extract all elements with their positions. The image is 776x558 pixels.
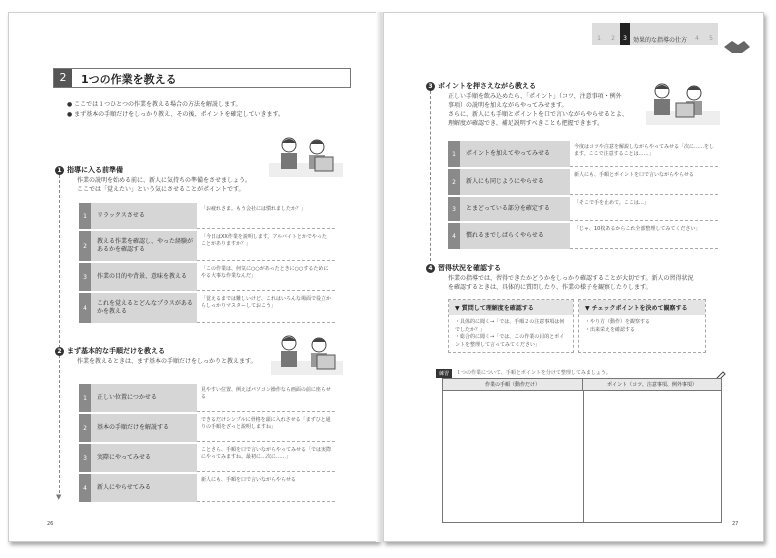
- office-illustration-3: [646, 77, 720, 129]
- table-row: [448, 169, 718, 195]
- step3-table: [448, 141, 718, 251]
- check-box-question-body: [449, 315, 573, 353]
- flow-line: [59, 175, 60, 493]
- row-num: 4: [448, 223, 460, 249]
- row-label: 作業の目的や背景、意味を教える: [91, 263, 197, 291]
- book-spread: [8, 6, 768, 552]
- chapter-tab-4: 4: [690, 23, 704, 45]
- row-num: 1: [79, 203, 91, 229]
- row-label: 慣れるまでしばらくやらせる: [460, 223, 570, 249]
- active-chapter-label: 効果的な指導の仕方: [630, 23, 690, 45]
- step2-table: [79, 384, 335, 504]
- step4-title: 習得状況を確認する: [438, 264, 501, 272]
- left-page: [8, 12, 379, 542]
- check-box-observe-title: ▼ チェックポイントを決めて観察する: [579, 300, 705, 315]
- bullet-1: ● ここでは１つひとつの作業を教える場合の方法を解説します。: [67, 101, 242, 108]
- handshake-icon: [722, 37, 752, 55]
- section-number: 2: [54, 69, 72, 87]
- table-row: [448, 197, 718, 221]
- step3-desc-2: 事項）の説明を加えながらやってみせます。: [448, 102, 568, 109]
- check-box-observe: [578, 299, 706, 353]
- table-row: [79, 293, 335, 323]
- check-box-question: [448, 299, 574, 353]
- bullet-1-text: ここでは１つひとつの作業を教える場合の方法を解説します。: [74, 101, 242, 108]
- row-text: 新人にも、手順とポイントを口で言いながらやらせる: [570, 169, 718, 195]
- row-text: 「お疲れさま。もう会社には慣れましたか？」: [197, 203, 335, 229]
- table-row: [448, 141, 718, 167]
- check-box-question-title: ▼ 質問して理解度を確認する: [449, 300, 573, 315]
- step3-desc-1: 正しい手順を飲み込めたら、「ポイント」（コツ、注意事項・例外: [448, 93, 622, 100]
- flow-arrow-icon: ▼: [56, 493, 62, 501]
- step4-number: 4: [426, 264, 435, 273]
- flow-line-right: [430, 91, 431, 261]
- table-row: [79, 263, 335, 291]
- section-header: [53, 68, 351, 88]
- step2-number: 2: [55, 347, 64, 356]
- chapter-tab-5: 5: [704, 23, 718, 45]
- exercise-badge: 練習: [436, 369, 452, 378]
- step3-desc-4: 理解度が確認でき、補足説明すべきことも把握できます。: [448, 120, 604, 127]
- row-text: 「そこで手を止めて。ここは…」: [570, 197, 718, 221]
- step3-number: 3: [426, 82, 435, 91]
- row-num: 4: [79, 474, 91, 502]
- step1-desc-1: 作業の説明を始める前に、新人に気持ちの準備をさせましょう。: [77, 177, 252, 184]
- step1-desc-2: ここでは「覚えたい」という気にさせることがポイントです。: [77, 186, 245, 193]
- section-title: 1つの作業を教える: [81, 73, 177, 86]
- step1-title: 指導に入る前準備: [67, 166, 123, 174]
- chapter-tab-2: 2: [606, 23, 620, 45]
- worksheet-col2: ポイント（コツ、注意事項、例外事項）: [607, 382, 697, 388]
- table-row: [79, 203, 335, 229]
- row-label: 基本の手順だけを解説する: [91, 414, 197, 442]
- row-num: 3: [448, 197, 460, 221]
- row-label: 新人にも同じようにやらせる: [460, 169, 570, 195]
- step2-heading: [55, 346, 165, 356]
- row-num: 1: [448, 141, 460, 167]
- check-line: ・出来栄えを確認する: [585, 326, 636, 333]
- step1-number: 1: [55, 166, 64, 175]
- table-row: [79, 384, 335, 412]
- table-row: [448, 223, 718, 249]
- table-row: [79, 231, 335, 261]
- step3-heading: [426, 81, 536, 91]
- row-num: 3: [79, 444, 91, 472]
- row-text: 「この作業は、何気に○○があったときに○○するためにやる大事な作業なんだ」: [197, 263, 335, 291]
- row-label: リラックスさせる: [91, 203, 197, 229]
- row-text: 「今日はXX作業を説明します。アルバイトとかでやったことがありますか？」: [197, 231, 335, 261]
- table-row: [79, 444, 335, 472]
- row-label: これを覚えるとどんなプラスがあるかを教える: [91, 293, 197, 323]
- step1-heading: [55, 165, 123, 175]
- worksheet-header: [443, 379, 721, 391]
- row-text: できるだけシンプルに骨格を頭に入れさせる「まずひと通りの手順をざっと説明しますね」: [197, 414, 335, 442]
- row-num: 2: [79, 414, 91, 442]
- step3-desc-3: さらに、新人にも手順とポイントを口で言いながらやらせるとよ、: [448, 111, 628, 118]
- row-label: 教える作業を確認し、やった経験があるかを確認する: [91, 231, 197, 261]
- row-num: 4: [79, 293, 91, 323]
- chapter-tab-1: 1: [592, 23, 606, 45]
- row-text: 新人にも、手順を口で言いながらやらせる: [197, 474, 335, 502]
- row-text: ことさら、手順を口で言いながらやってみせる「では実際にやってみますね。最初に…次に……」: [197, 444, 335, 472]
- row-text: 「じゃ、10枚あるからこれ全部整理してみてください」: [570, 223, 718, 249]
- chapter-tabs: [592, 23, 718, 45]
- check-line: ・具体的に聞く→「では、手順２の注意事項は何でしたか？」: [455, 319, 565, 333]
- check-line: ・やり方（動作）を観察する: [585, 319, 651, 325]
- table-row: [79, 474, 335, 502]
- step2-title: まず基本的な手順だけを教える: [67, 347, 165, 355]
- worksheet-divider: [583, 391, 584, 522]
- bullet-2: ● まず基本の手順だけをしっかり教え、その後、ポイントを確定していきます。: [67, 111, 285, 118]
- check-line: ・総合的に聞く→「では、この作業の目的とポイントを整理して言ってみてください」: [455, 334, 565, 348]
- step4-heading: [426, 263, 501, 273]
- table-row: [79, 414, 335, 442]
- step1-table: [79, 203, 335, 323]
- step2-desc: 作業を教えるときは、まず基本の手順だけをしっかりと教えます。: [77, 358, 257, 365]
- worksheet-col1: 作業の手順（動作だけ）: [443, 379, 583, 390]
- exercise-header: [436, 369, 611, 378]
- row-label: ポイントを加えてやってみせる: [460, 141, 570, 167]
- right-page: [383, 12, 764, 542]
- row-num: 1: [79, 384, 91, 412]
- step3-title: ポイントを押さえながら教える: [438, 82, 536, 90]
- row-num: 2: [448, 169, 460, 195]
- row-num: 3: [79, 263, 91, 291]
- step4-desc-1: 作業の指導では、習得できたかどうかをしっかり確認することが大切です。新人の習得状況: [448, 275, 694, 282]
- check-box-observe-body: [579, 315, 705, 338]
- row-text: 「覚えるまでは難しいけど、これはいろんな場面で役立からしっかりマスターしておこう」: [197, 293, 335, 323]
- bullet-2-text: まず基本の手順だけをしっかり教え、その後、ポイントを確定していきます。: [74, 111, 285, 118]
- row-label: 正しい位置につかせる: [91, 384, 197, 412]
- page-number-left: 26: [47, 521, 54, 527]
- row-label: 新人にやらせてみる: [91, 474, 197, 502]
- row-text: 見やすい位置、例えばパソコン操作なら画面の前に座らせる: [197, 384, 335, 412]
- office-illustration-2: [271, 331, 343, 377]
- exercise-worksheet: [442, 378, 722, 523]
- step4-desc-2: を確認するときは、具体的に質問したり、作業の様子を観察したりします。: [448, 284, 652, 291]
- row-label: とまどっている部分を確定する: [460, 197, 570, 221]
- row-num: 2: [79, 231, 91, 261]
- chapter-tab-3-active: 3: [620, 23, 630, 45]
- page-number-right: 27: [732, 521, 739, 527]
- row-label: 実際にやってみせる: [91, 444, 197, 472]
- office-illustration-1: [269, 131, 343, 181]
- row-text: 今度はコツや注意を解説しながらやってみせる「次に……をします。ここで注意することは……」: [570, 141, 718, 167]
- exercise-text: １つの作業について、手順とポイントを分けて整理してみましょう。: [456, 370, 611, 377]
